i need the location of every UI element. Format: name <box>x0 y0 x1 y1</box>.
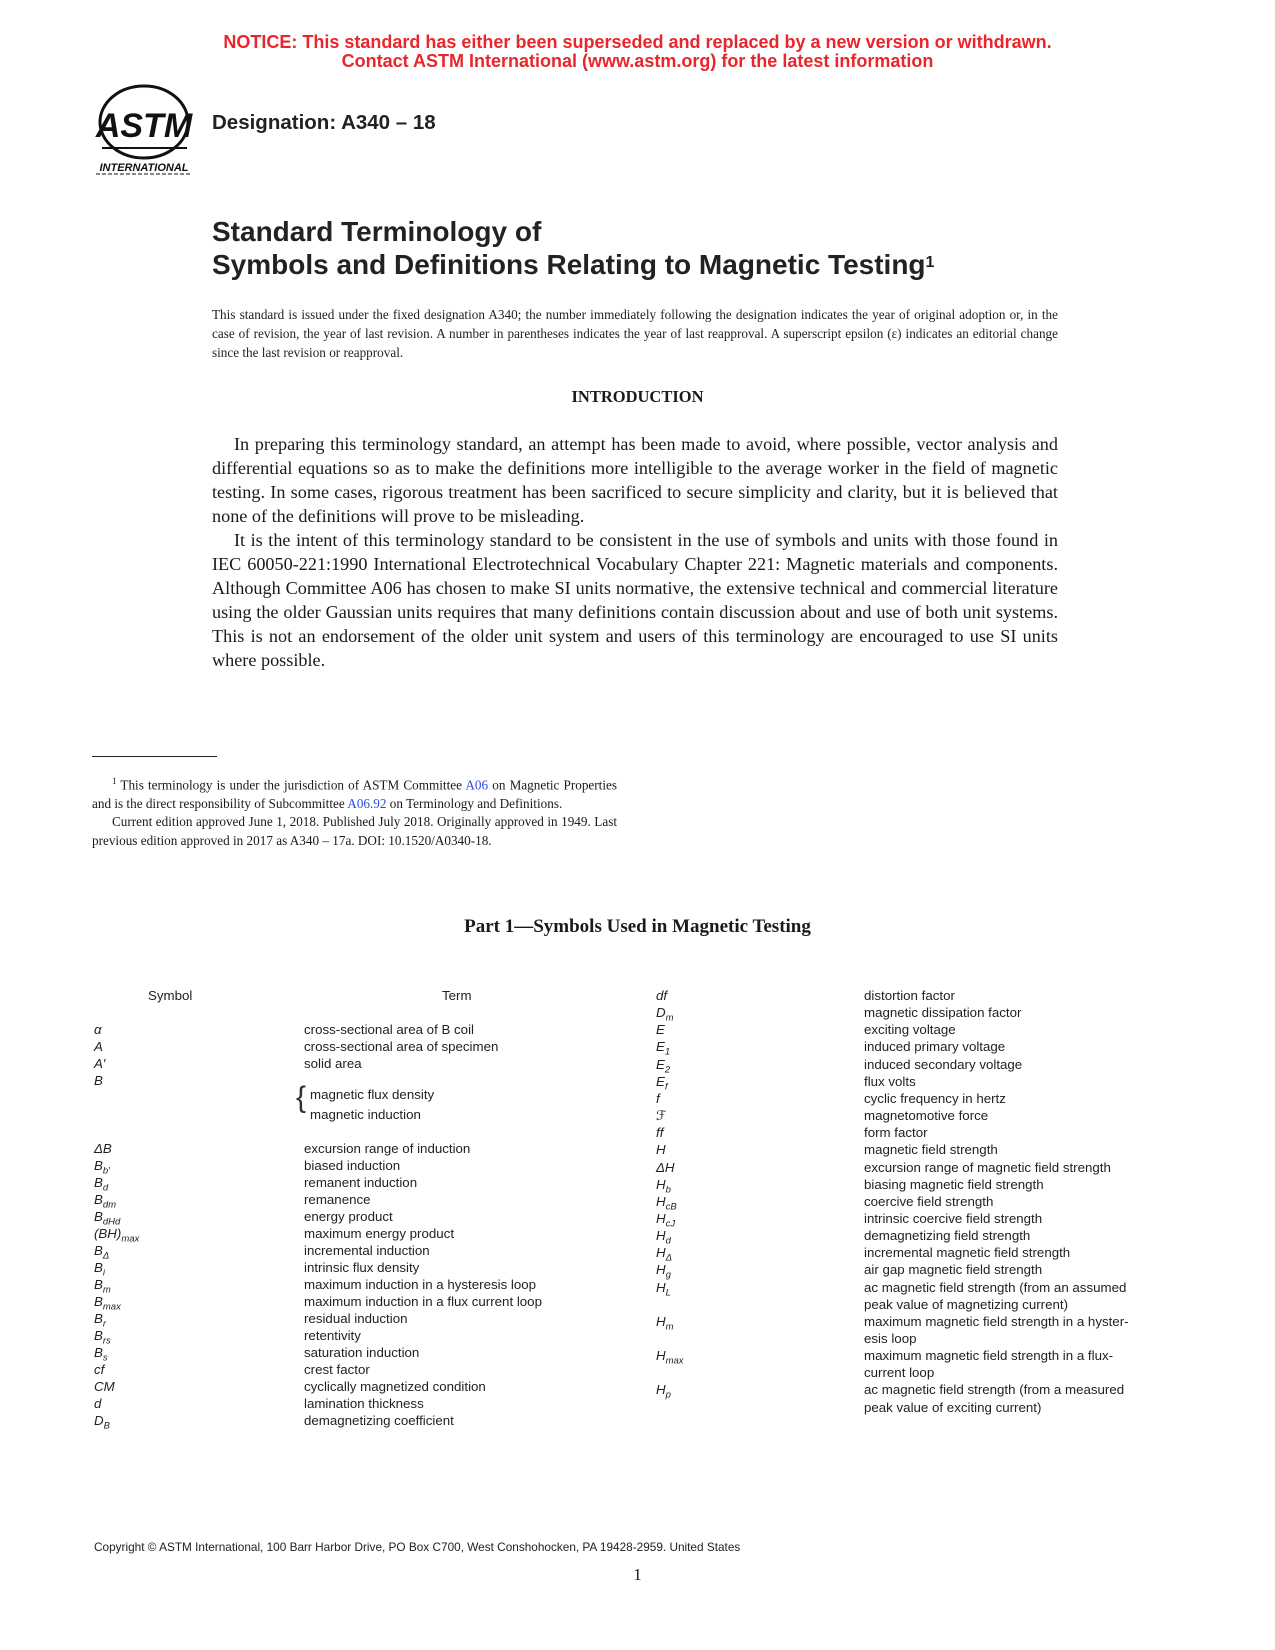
term-cell: maximum induction in a flux current loop <box>304 1294 542 1309</box>
symbol-cell: ℱ <box>656 1108 667 1124</box>
committee-link[interactable]: A06 <box>465 777 489 793</box>
symbol-cell: $H_{cB}$ <box>656 1193 677 1213</box>
term-cell: intrinsic coercive field strength <box>864 1210 1043 1226</box>
term-cell: maximum energy product <box>304 1226 455 1241</box>
copyright: Copyright © ASTM International, 100 Barr Harbor Drive, PO Box C700, West Conshohocken, PA 19428-2959. United States <box>94 1540 741 1554</box>
symbol-cell: $B_{rs}$ <box>94 1328 111 1347</box>
term-cell: magnetic field strength <box>864 1142 998 1158</box>
term-cell: solid area <box>304 1056 362 1071</box>
term-cell: cross-sectional area of specimen <box>304 1039 499 1054</box>
title-footnote-mark: 1 <box>925 254 935 271</box>
symbol-cell: $H_b$ <box>656 1176 671 1196</box>
symbol-cell: B <box>94 1073 103 1088</box>
term-cell: form factor <box>864 1125 928 1141</box>
title-line-1: Standard Terminology of <box>212 216 542 247</box>
symbol-cell: $B_{max}$ <box>94 1294 121 1313</box>
term-cell: ac magnetic field strength (from a measured <box>864 1382 1125 1398</box>
symbol-cell: $H_g$ <box>656 1262 671 1282</box>
symbol-cell: $H_d$ <box>656 1228 671 1247</box>
notice-line-2: Contact ASTM International (www.astm.org) for the latest information <box>341 51 934 71</box>
term-cell: demagnetizing coefficient <box>304 1413 454 1428</box>
term-cell: flux volts <box>864 1073 916 1089</box>
term-cell: maximum magnetic field strength in a flux- <box>864 1348 1114 1364</box>
introduction-paragraph-1: In preparing this terminology standard, an attempt has been made to avoid, where possible, vector analysis and differential equations so as to make the definitions more intelligible to the average worker in the field of magnetic testing. In some cases, rigorous treatment has been sacrificed to secure simplicity and clarity, but it is believed that none of the definitions will prove to be misleading. <box>212 434 1058 526</box>
term-cell: intrinsic flux density <box>304 1260 420 1275</box>
term-cell: cross-sectional area of B coil <box>304 1022 474 1037</box>
symbol-cell: α <box>94 1022 102 1037</box>
introduction-heading: INTRODUCTION <box>571 387 704 406</box>
term-cell: cyclically magnetized condition <box>304 1379 486 1394</box>
term-cell: excursion range of induction <box>304 1141 471 1156</box>
term-cell: magnetic induction <box>310 1107 421 1122</box>
symbol-cell: A <box>94 1039 103 1054</box>
symbol-cell: $B_{dm}$ <box>94 1192 117 1211</box>
term-cell: remanence <box>304 1192 371 1207</box>
designation: Designation: A340 – 18 <box>212 111 436 134</box>
term-cell: lamination thickness <box>304 1396 424 1411</box>
term-cell: esis loop <box>864 1331 917 1346</box>
symbol-cell: $H_m$ <box>656 1313 674 1333</box>
term-cell: maximum induction in a hysteresis loop <box>304 1277 537 1292</box>
term-cell: saturation induction <box>304 1345 420 1360</box>
symbol-cell: $B_{b'}$ <box>94 1158 110 1177</box>
symbol-cell: CM <box>94 1379 115 1394</box>
footnote-paragraph-2: Current edition approved June 1, 2018. Published July 2018. Originally approved in 1949. Last previous edition approved in 2017 as A340 – 17a. DOI: 10.1520/A0340-18. <box>92 814 617 848</box>
term-cell: magnetic dissipation factor <box>864 1005 1022 1021</box>
issue-note: This standard is issued under the fixed designation A340; the number immediately following the designation indicates the year of original adoption or, in the case of revision, the year of last revision. A number in parentheses indicates the year of last reapproval. A superscript epsilon (ε) indicates an editorial change since the last revision or reapproval. <box>212 307 1058 360</box>
term-cell: incremental induction <box>304 1243 430 1258</box>
symbol-cell: d <box>94 1396 102 1411</box>
symbol-cell: $H_{max}$ <box>656 1348 684 1367</box>
symbol-cell: $E_2$ <box>656 1056 671 1076</box>
symbol-cell: $B_i$ <box>94 1260 105 1279</box>
term-cell: biasing magnetic field strength <box>864 1176 1044 1192</box>
symbol-cell: A′ <box>94 1056 106 1071</box>
symbol-cell: $B_{dHd}$ <box>94 1209 121 1228</box>
symbol-cell: $E_1$ <box>656 1039 671 1059</box>
title-line-2: Symbols and Definitions Relating to Magnetic Testing$^1$ <box>212 249 935 280</box>
symbol-cell: E <box>656 1022 665 1038</box>
symbol-cell: f <box>656 1090 660 1106</box>
notice-line-1: NOTICE: This standard has either been superseded and replaced by a new version or withdrawn. <box>223 32 1052 52</box>
symbol-cell: $(BH)_{max}$ <box>94 1226 140 1245</box>
term-cell: energy product <box>304 1209 393 1224</box>
term-cell: coercive field strength <box>864 1193 994 1209</box>
footnote-paragraph-1: $^1$ This terminology is under the jurisdiction of ASTM Committee A06 on Magnetic Properties and is the direct responsibility of Subcommittee A06.92 on Terminology and Definitions. <box>92 776 617 811</box>
term-cell: excursion range of magnetic field strength <box>864 1159 1111 1175</box>
term-cell: peak value of exciting current) <box>864 1399 1042 1415</box>
symbol-cell: $B_r$ <box>94 1311 107 1330</box>
term-cell: exciting voltage <box>864 1022 956 1038</box>
symbol-cell: $B_m$ <box>94 1277 111 1296</box>
term-cell: magnetic flux density <box>310 1087 435 1102</box>
term-cell: air gap magnetic field strength <box>864 1262 1043 1278</box>
column-header-term: Term <box>442 988 472 1003</box>
column-header-symbol: Symbol <box>148 988 193 1003</box>
term-cell: peak value of magnetizing current) <box>864 1296 1068 1312</box>
term-cell: crest factor <box>304 1362 370 1377</box>
term-cell: current loop <box>864 1365 935 1381</box>
symbol-cell: ff <box>656 1125 664 1141</box>
symbol-cell: $B_d$ <box>94 1175 109 1194</box>
symbol-cell: ΔB <box>94 1141 112 1156</box>
term-cell: induced secondary voltage <box>864 1056 1023 1072</box>
symbol-cell: $D_m$ <box>656 1005 674 1024</box>
brace-icon: { <box>296 1081 307 1114</box>
term-cell: remanent induction <box>304 1175 418 1190</box>
part1-heading: Part 1—Symbols Used in Magnetic Testing <box>464 916 811 937</box>
logo-wordmark: ASTM <box>95 107 193 145</box>
term-cell: biased induction <box>304 1158 401 1173</box>
term-cell: distortion factor <box>864 988 955 1003</box>
introduction-paragraph-2: It is the intent of this terminology standard to be consistent in the use of symbols and units with those found in IEC 60050-221:1990 International Electrotechnical Vocabulary Chapter 221: Magnetic materials and components. Although Committee A06 has chosen to make SI units normative, the extensive technical and commercial literature using the older Gaussian units requires that many definitions contain discussion about and use of both unit systems. This is not an endorsement of the older unit system and users of this terminology are encouraged to use SI units where possible. <box>212 530 1058 670</box>
term-cell: incremental magnetic field strength <box>864 1245 1071 1261</box>
term-cell: ac magnetic field strength (from an assumed <box>864 1279 1127 1295</box>
symbol-cell: $B_\Delta$ <box>94 1243 110 1262</box>
symbol-cell: $E_f$ <box>656 1073 668 1093</box>
logo-international: INTERNATIONAL <box>99 162 189 174</box>
term-cell: residual induction <box>304 1311 408 1326</box>
term-cell: induced primary voltage <box>864 1039 1006 1055</box>
symbol-cell: $H_p$ <box>656 1382 671 1402</box>
term-cell: demagnetizing field strength <box>864 1228 1031 1244</box>
symbol-cell: $H_L$ <box>656 1279 671 1299</box>
symbol-cell: H <box>656 1142 666 1158</box>
symbol-cell: ΔH <box>656 1159 675 1175</box>
term-cell: cyclic frequency in hertz <box>864 1090 1006 1106</box>
symbol-cell: $B_s$ <box>94 1345 108 1364</box>
page-number: 1 <box>633 1565 642 1584</box>
term-cell: maximum magnetic field strength in a hyster- <box>864 1313 1129 1329</box>
subcommittee-link[interactable]: A06.92 <box>347 795 387 811</box>
symbol-cell: $D_B$ <box>94 1413 110 1432</box>
term-cell: magnetomotive force <box>864 1108 989 1124</box>
symbol-cell: cf <box>94 1362 105 1377</box>
symbol-cell: $H_\Delta$ <box>656 1245 672 1264</box>
symbol-cell: df <box>656 988 668 1003</box>
symbol-cell: $H_{cJ}$ <box>656 1210 676 1230</box>
term-cell: retentivity <box>304 1328 361 1343</box>
